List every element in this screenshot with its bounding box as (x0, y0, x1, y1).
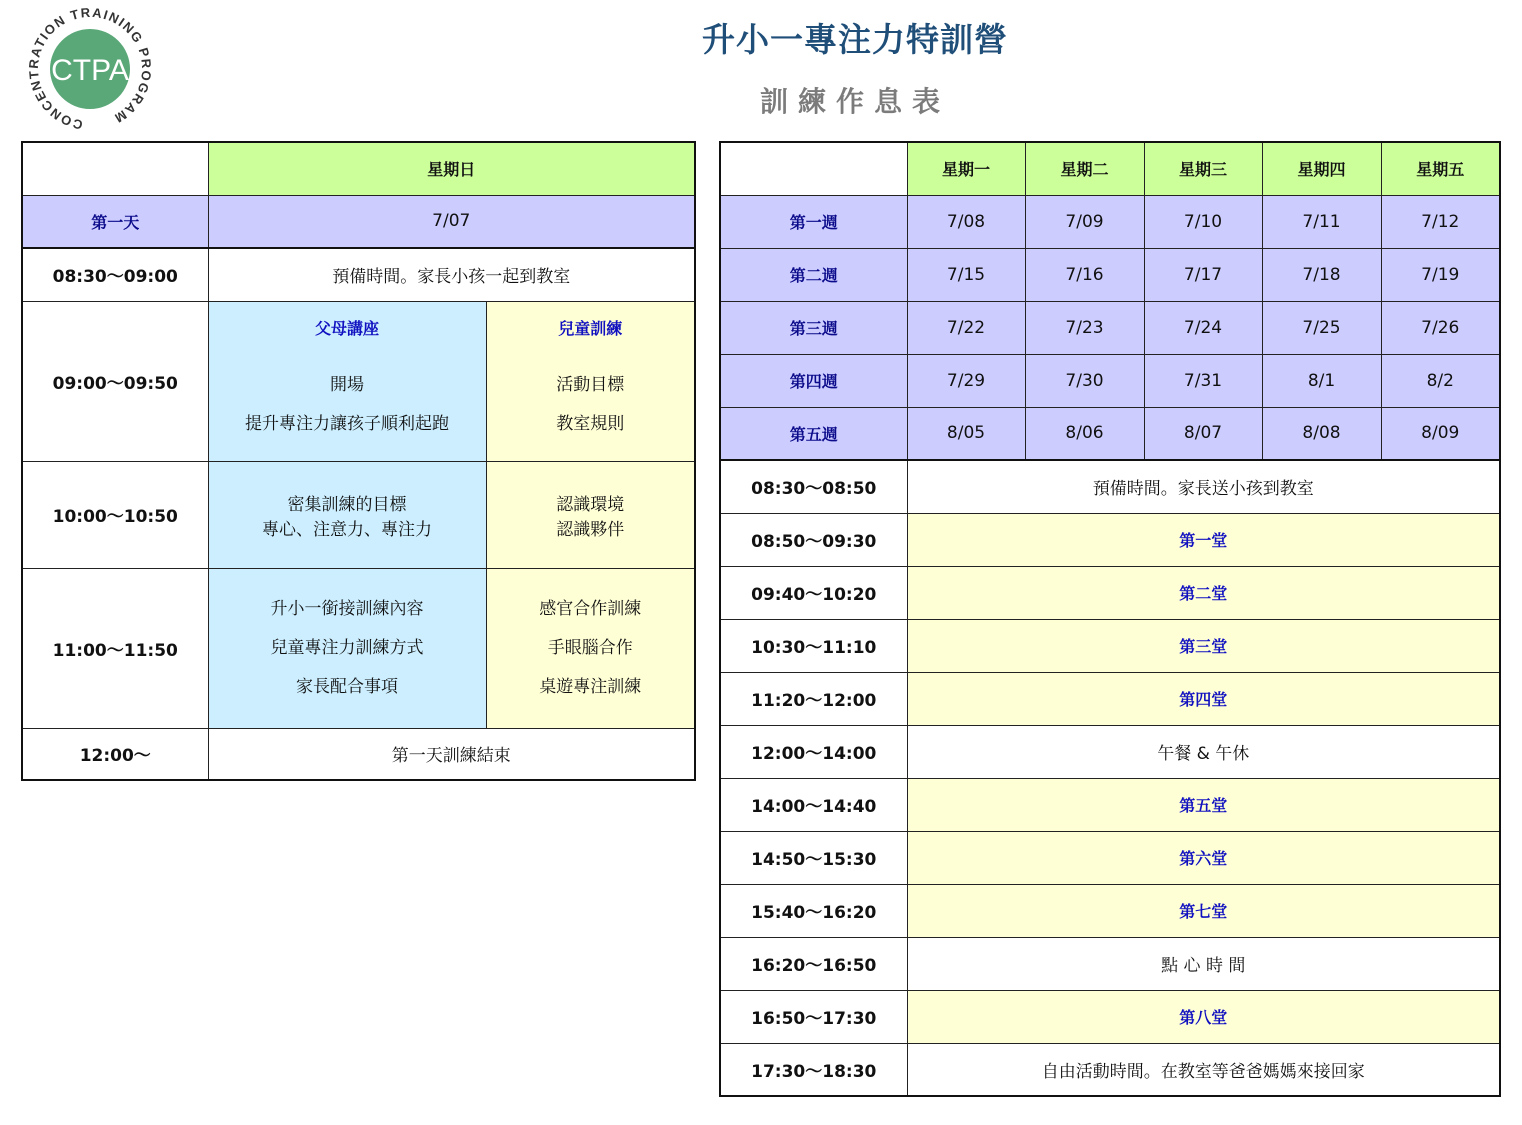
header-monday: 星期一 (907, 142, 1025, 195)
parent-line: 密集訓練的目標 (287, 494, 407, 515)
header-tuesday: 星期二 (1025, 142, 1144, 195)
week-label: 第四週 (720, 354, 907, 407)
time-cell: 16:20～16:50 (720, 937, 907, 990)
activity-cell: 午餐 & 午休 (907, 725, 1500, 778)
sunday-schedule-table (21, 141, 696, 781)
header-friday: 星期五 (1381, 142, 1500, 195)
session-cell: 第五堂 (907, 778, 1500, 831)
week-label: 第五週 (720, 407, 907, 460)
child-line: 桌遊專注訓練 (539, 676, 642, 697)
activity-cell: 第一天訓練結束 (208, 728, 695, 780)
week-label: 第二週 (720, 248, 907, 301)
parent-lecture-cell (208, 301, 486, 461)
time-cell: 11:20～12:00 (720, 672, 907, 725)
parent-lecture-cell (208, 461, 486, 568)
day-date: 7/07 (208, 195, 695, 248)
child-training-cell (486, 301, 695, 461)
activity-cell: 預備時間。家長小孩一起到教室 (208, 248, 695, 301)
time-cell: 14:00～14:40 (720, 778, 907, 831)
date-cell: 7/25 (1262, 301, 1381, 354)
session-cell: 第六堂 (907, 831, 1500, 884)
date-cell: 8/08 (1262, 407, 1381, 460)
date-cell: 7/15 (907, 248, 1025, 301)
date-cell: 7/16 (1025, 248, 1144, 301)
time-cell: 10:00～10:50 (22, 461, 208, 568)
session-cell: 第二堂 (907, 566, 1500, 619)
session-cell: 第七堂 (907, 884, 1500, 937)
date-cell: 8/2 (1381, 354, 1500, 407)
date-cell: 7/12 (1381, 195, 1500, 248)
page-subtitle: 訓練作息表 (759, 85, 950, 118)
date-cell: 7/08 (907, 195, 1025, 248)
date-cell: 7/09 (1025, 195, 1144, 248)
time-cell: 12:00～14:00 (720, 725, 907, 778)
activity-cell: 預備時間。家長送小孩到教室 (907, 460, 1500, 513)
week-label: 第三週 (720, 301, 907, 354)
parent-line: 開場 (330, 375, 364, 395)
ctpa-logo (22, 6, 158, 136)
child-training-title: 兒童訓練 (558, 319, 623, 338)
parent-line: 專心、注意力、專注力 (262, 519, 432, 540)
child-line: 認識夥伴 (556, 519, 625, 540)
date-cell: 7/30 (1025, 354, 1144, 407)
header-thursday: 星期四 (1262, 142, 1381, 195)
date-cell: 7/17 (1144, 248, 1262, 301)
date-cell: 7/23 (1025, 301, 1144, 354)
header-sunday: 星期日 (208, 142, 695, 195)
child-training-cell (486, 461, 695, 568)
time-cell: 16:50～17:30 (720, 990, 907, 1043)
corner-cell (22, 142, 208, 195)
child-line: 感官合作訓練 (539, 598, 642, 619)
time-cell: 08:30～08:50 (720, 460, 907, 513)
time-cell: 15:40～16:20 (720, 884, 907, 937)
child-line: 活動目標 (556, 375, 625, 395)
header-wednesday: 星期三 (1144, 142, 1262, 195)
time-cell: 11:00～11:50 (22, 568, 208, 728)
date-cell: 7/11 (1262, 195, 1381, 248)
date-cell: 7/31 (1144, 354, 1262, 407)
session-cell: 第三堂 (907, 619, 1500, 672)
corner-cell (720, 142, 907, 195)
date-cell: 7/26 (1381, 301, 1500, 354)
page-title: 升小一專注力特訓營 (702, 20, 1008, 59)
session-cell: 第一堂 (907, 513, 1500, 566)
parent-line: 提升專注力讓孩子順利起跑 (245, 414, 449, 434)
child-training-cell (486, 568, 695, 728)
date-cell: 8/09 (1381, 407, 1500, 460)
child-line: 認識環境 (556, 494, 625, 515)
parent-line: 升小一銜接訓練內容 (270, 598, 424, 619)
session-cell: 第四堂 (907, 672, 1500, 725)
parent-line: 家長配合事項 (296, 676, 398, 697)
parent-line: 兒童專注力訓練方式 (270, 637, 424, 658)
weekday-schedule-table (719, 141, 1501, 1097)
activity-cell: 點 心 時 間 (907, 937, 1500, 990)
parent-lecture-cell (208, 568, 486, 728)
parent-lecture-title: 父母講座 (314, 319, 379, 338)
date-cell: 8/05 (907, 407, 1025, 460)
session-cell: 第八堂 (907, 990, 1500, 1043)
activity-cell: 自由活動時間。在教室等爸爸媽媽來接回家 (907, 1043, 1500, 1096)
time-cell: 08:30～09:00 (22, 248, 208, 301)
time-cell: 09:00～09:50 (22, 301, 208, 461)
date-cell: 8/07 (1144, 407, 1262, 460)
date-cell: 8/1 (1262, 354, 1381, 407)
day-label: 第一天 (22, 195, 208, 248)
date-cell: 7/29 (907, 354, 1025, 407)
date-cell: 7/19 (1381, 248, 1500, 301)
date-cell: 7/10 (1144, 195, 1262, 248)
child-line: 教室規則 (556, 414, 625, 434)
time-cell: 10:30～11:10 (720, 619, 907, 672)
time-cell: 17:30～18:30 (720, 1043, 907, 1096)
week-label: 第一週 (720, 195, 907, 248)
time-cell: 12:00～ (22, 728, 208, 780)
date-cell: 7/22 (907, 301, 1025, 354)
logo-center-text: CTPA (51, 54, 129, 87)
child-line: 手眼腦合作 (547, 637, 633, 658)
time-cell: 14:50～15:30 (720, 831, 907, 884)
time-cell: 08:50～09:30 (720, 513, 907, 566)
time-cell: 09:40～10:20 (720, 566, 907, 619)
date-cell: 7/24 (1144, 301, 1262, 354)
date-cell: 7/18 (1262, 248, 1381, 301)
date-cell: 8/06 (1025, 407, 1144, 460)
logo-ring-text: CONCENTRATION TRAINING PROGRAM (25, 6, 155, 133)
